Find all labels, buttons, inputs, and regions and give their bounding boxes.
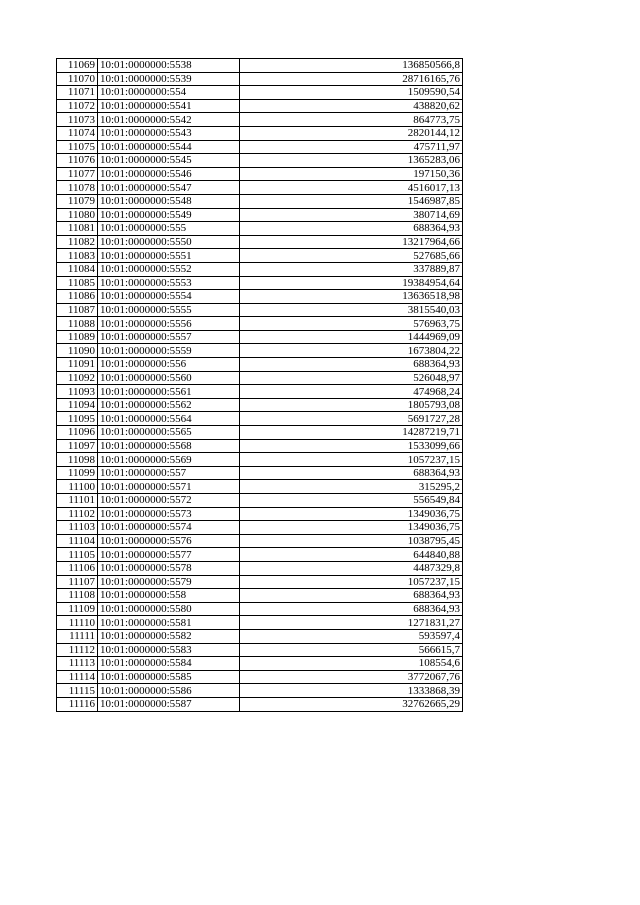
row-number-cell: 11094 (57, 398, 98, 412)
row-number-cell: 11095 (57, 412, 98, 426)
value-cell: 1673804,22 (240, 344, 463, 358)
value-cell: 315295,2 (240, 480, 463, 494)
row-number-cell: 11087 (57, 303, 98, 317)
table-row (57, 480, 463, 494)
cadastral-number-cell: 10:01:0000000:5568 (98, 439, 240, 453)
row-number-cell: 11091 (57, 358, 98, 372)
value-cell: 13636518,98 (240, 290, 463, 304)
cadastral-number-cell: 10:01:0000000:5552 (98, 262, 240, 276)
table-row (57, 629, 463, 643)
table-row (57, 561, 463, 575)
table-row (57, 290, 463, 304)
table-row (57, 453, 463, 467)
row-number-cell: 11083 (57, 249, 98, 263)
row-number-cell: 11114 (57, 670, 98, 684)
row-number-cell: 11090 (57, 344, 98, 358)
row-number-cell: 11080 (57, 208, 98, 222)
value-cell: 688364,93 (240, 466, 463, 480)
value-cell: 1038795,45 (240, 534, 463, 548)
value-cell: 14287219,71 (240, 426, 463, 440)
value-cell: 864773,75 (240, 113, 463, 127)
row-number-cell: 11108 (57, 589, 98, 603)
value-cell: 556549,84 (240, 494, 463, 508)
row-number-cell: 11086 (57, 290, 98, 304)
value-cell: 593597,4 (240, 629, 463, 643)
row-number-cell: 11069 (57, 59, 98, 73)
value-cell: 1271831,27 (240, 616, 463, 630)
value-cell: 1805793,08 (240, 398, 463, 412)
row-number-cell: 11100 (57, 480, 98, 494)
cadastral-number-cell: 10:01:0000000:5542 (98, 113, 240, 127)
table-row (57, 466, 463, 480)
table-row (57, 249, 463, 263)
row-number-cell: 11113 (57, 657, 98, 671)
row-number-cell: 11104 (57, 534, 98, 548)
row-number-cell: 11081 (57, 222, 98, 236)
table-row (57, 398, 463, 412)
row-number-cell: 11110 (57, 616, 98, 630)
value-cell: 1546987,85 (240, 194, 463, 208)
cadastral-number-cell: 10:01:0000000:5583 (98, 643, 240, 657)
cadastral-number-cell: 10:01:0000000:5587 (98, 697, 240, 711)
row-number-cell: 11116 (57, 697, 98, 711)
row-number-cell: 11102 (57, 507, 98, 521)
table-row (57, 507, 463, 521)
row-number-cell: 11074 (57, 126, 98, 140)
table-row (57, 167, 463, 181)
value-cell: 688364,93 (240, 222, 463, 236)
row-number-cell: 11098 (57, 453, 98, 467)
table-row (57, 72, 463, 86)
row-number-cell: 11101 (57, 494, 98, 508)
value-cell: 13217964,66 (240, 235, 463, 249)
value-cell: 28716165,76 (240, 72, 463, 86)
cadastral-number-cell: 10:01:0000000:5577 (98, 548, 240, 562)
value-cell: 688364,93 (240, 358, 463, 372)
value-cell: 4487329,8 (240, 561, 463, 575)
cadastral-number-cell: 10:01:0000000:5564 (98, 412, 240, 426)
value-cell: 474968,24 (240, 385, 463, 399)
value-cell: 1349036,75 (240, 521, 463, 535)
table-row (57, 208, 463, 222)
row-number-cell: 11073 (57, 113, 98, 127)
table-row (57, 276, 463, 290)
cadastral-number-cell: 10:01:0000000:5565 (98, 426, 240, 440)
table-row (57, 99, 463, 113)
row-number-cell: 11070 (57, 72, 98, 86)
cadastral-number-cell: 10:01:0000000:5576 (98, 534, 240, 548)
value-cell: 197150,36 (240, 167, 463, 181)
value-cell: 337889,87 (240, 262, 463, 276)
table-row (57, 154, 463, 168)
table-row (57, 589, 463, 603)
cadastral-number-cell: 10:01:0000000:5545 (98, 154, 240, 168)
table-row (57, 371, 463, 385)
value-cell: 526048,97 (240, 371, 463, 385)
cadastral-number-cell: 10:01:0000000:5561 (98, 385, 240, 399)
row-number-cell: 11089 (57, 330, 98, 344)
table-row (57, 262, 463, 276)
table-row (57, 643, 463, 657)
cadastral-number-cell: 10:01:0000000:556 (98, 358, 240, 372)
table-row (57, 317, 463, 331)
value-cell: 3815540,03 (240, 303, 463, 317)
cadastral-number-cell: 10:01:0000000:5539 (98, 72, 240, 86)
table-row (57, 222, 463, 236)
row-number-cell: 11103 (57, 521, 98, 535)
row-number-cell: 11078 (57, 181, 98, 195)
cadastral-number-cell: 10:01:0000000:5538 (98, 59, 240, 73)
value-cell: 1333868,39 (240, 684, 463, 698)
value-cell: 136850566,8 (240, 59, 463, 73)
table-row (57, 86, 463, 100)
value-cell: 438820,62 (240, 99, 463, 113)
cadastral-number-cell: 10:01:0000000:5585 (98, 670, 240, 684)
value-cell: 2820144,12 (240, 126, 463, 140)
row-number-cell: 11111 (57, 629, 98, 643)
table-row (57, 194, 463, 208)
cadastral-number-cell: 10:01:0000000:5586 (98, 684, 240, 698)
table-row (57, 358, 463, 372)
table-row (57, 439, 463, 453)
cadastral-number-cell: 10:01:0000000:5544 (98, 140, 240, 154)
table-row (57, 521, 463, 535)
value-cell: 380714,69 (240, 208, 463, 222)
table-row (57, 126, 463, 140)
row-number-cell: 11072 (57, 99, 98, 113)
row-number-cell: 11096 (57, 426, 98, 440)
row-number-cell: 11105 (57, 548, 98, 562)
cadastral-number-cell: 10:01:0000000:557 (98, 466, 240, 480)
cadastral-number-cell: 10:01:0000000:5547 (98, 181, 240, 195)
value-cell: 1533099,66 (240, 439, 463, 453)
table-row (57, 303, 463, 317)
row-number-cell: 11112 (57, 643, 98, 657)
row-number-cell: 11077 (57, 167, 98, 181)
value-cell: 32762665,29 (240, 697, 463, 711)
row-number-cell: 11093 (57, 385, 98, 399)
cadastral-number-cell: 10:01:0000000:5556 (98, 317, 240, 331)
row-number-cell: 11106 (57, 561, 98, 575)
value-cell: 688364,93 (240, 589, 463, 603)
table-row (57, 235, 463, 249)
row-number-cell: 11107 (57, 575, 98, 589)
cadastral-number-cell: 10:01:0000000:5579 (98, 575, 240, 589)
table-row (57, 385, 463, 399)
table-row (57, 534, 463, 548)
row-number-cell: 11071 (57, 86, 98, 100)
cadastral-number-cell: 10:01:0000000:5549 (98, 208, 240, 222)
table-row (57, 697, 463, 711)
value-cell: 1444969,09 (240, 330, 463, 344)
row-number-cell: 11097 (57, 439, 98, 453)
cadastral-number-cell: 10:01:0000000:5581 (98, 616, 240, 630)
cadastral-number-cell: 10:01:0000000:5559 (98, 344, 240, 358)
row-number-cell: 11079 (57, 194, 98, 208)
cadastral-number-cell: 10:01:0000000:5573 (98, 507, 240, 521)
table-row (57, 330, 463, 344)
cadastral-number-cell: 10:01:0000000:5554 (98, 290, 240, 304)
row-number-cell: 11082 (57, 235, 98, 249)
table-row (57, 575, 463, 589)
row-number-cell: 11099 (57, 466, 98, 480)
table-row (57, 494, 463, 508)
table-row (57, 548, 463, 562)
value-cell: 1057237,15 (240, 575, 463, 589)
value-cell: 1057237,15 (240, 453, 463, 467)
cadastral-number-cell: 10:01:0000000:5572 (98, 494, 240, 508)
row-number-cell: 11085 (57, 276, 98, 290)
cadastral-number-cell: 10:01:0000000:5562 (98, 398, 240, 412)
table-row (57, 412, 463, 426)
value-cell: 19384954,64 (240, 276, 463, 290)
cadastral-number-cell: 10:01:0000000:5541 (98, 99, 240, 113)
cadastral-number-cell: 10:01:0000000:554 (98, 86, 240, 100)
row-number-cell: 11076 (57, 154, 98, 168)
cadastral-number-cell: 10:01:0000000:5543 (98, 126, 240, 140)
table-row (57, 113, 463, 127)
cadastral-number-cell: 10:01:0000000:5557 (98, 330, 240, 344)
cadastral-number-cell: 10:01:0000000:5584 (98, 657, 240, 671)
cadastral-number-cell: 10:01:0000000:558 (98, 589, 240, 603)
value-cell: 644840,88 (240, 548, 463, 562)
table-row (57, 616, 463, 630)
cadastral-number-cell: 10:01:0000000:5571 (98, 480, 240, 494)
value-cell: 527685,66 (240, 249, 463, 263)
table-row (57, 657, 463, 671)
value-cell: 4516017,13 (240, 181, 463, 195)
cadastral-number-cell: 10:01:0000000:5551 (98, 249, 240, 263)
cadastral-number-cell: 10:01:0000000:5580 (98, 602, 240, 616)
table-row (57, 670, 463, 684)
cadastral-number-cell: 10:01:0000000:5555 (98, 303, 240, 317)
cadastral-number-cell: 10:01:0000000:5574 (98, 521, 240, 535)
cadastral-number-cell: 10:01:0000000:5560 (98, 371, 240, 385)
value-cell: 3772067,76 (240, 670, 463, 684)
value-cell: 1365283,06 (240, 154, 463, 168)
cadastral-number-cell: 10:01:0000000:5569 (98, 453, 240, 467)
value-cell: 5691727,28 (240, 412, 463, 426)
value-cell: 1509590,54 (240, 86, 463, 100)
row-number-cell: 11088 (57, 317, 98, 331)
cadastral-number-cell: 10:01:0000000:5550 (98, 235, 240, 249)
row-number-cell: 11092 (57, 371, 98, 385)
table-row (57, 344, 463, 358)
cadastral-number-cell: 10:01:0000000:5578 (98, 561, 240, 575)
value-cell: 1349036,75 (240, 507, 463, 521)
table-row (57, 426, 463, 440)
row-number-cell: 11084 (57, 262, 98, 276)
table-row (57, 140, 463, 154)
row-number-cell: 11109 (57, 602, 98, 616)
cadastral-number-cell: 10:01:0000000:5553 (98, 276, 240, 290)
cadastral-number-cell: 10:01:0000000:5546 (98, 167, 240, 181)
value-cell: 566615,7 (240, 643, 463, 657)
data-table (56, 58, 463, 712)
value-cell: 475711,97 (240, 140, 463, 154)
cadastral-number-cell: 10:01:0000000:5582 (98, 629, 240, 643)
row-number-cell: 11115 (57, 684, 98, 698)
table-row (57, 602, 463, 616)
cadastral-number-cell: 10:01:0000000:5548 (98, 194, 240, 208)
value-cell: 576963,75 (240, 317, 463, 331)
table-row (57, 684, 463, 698)
table-row (57, 59, 463, 73)
value-cell: 688364,93 (240, 602, 463, 616)
table-body (57, 59, 463, 712)
value-cell: 108554,6 (240, 657, 463, 671)
cadastral-number-cell: 10:01:0000000:555 (98, 222, 240, 236)
table-row (57, 181, 463, 195)
row-number-cell: 11075 (57, 140, 98, 154)
